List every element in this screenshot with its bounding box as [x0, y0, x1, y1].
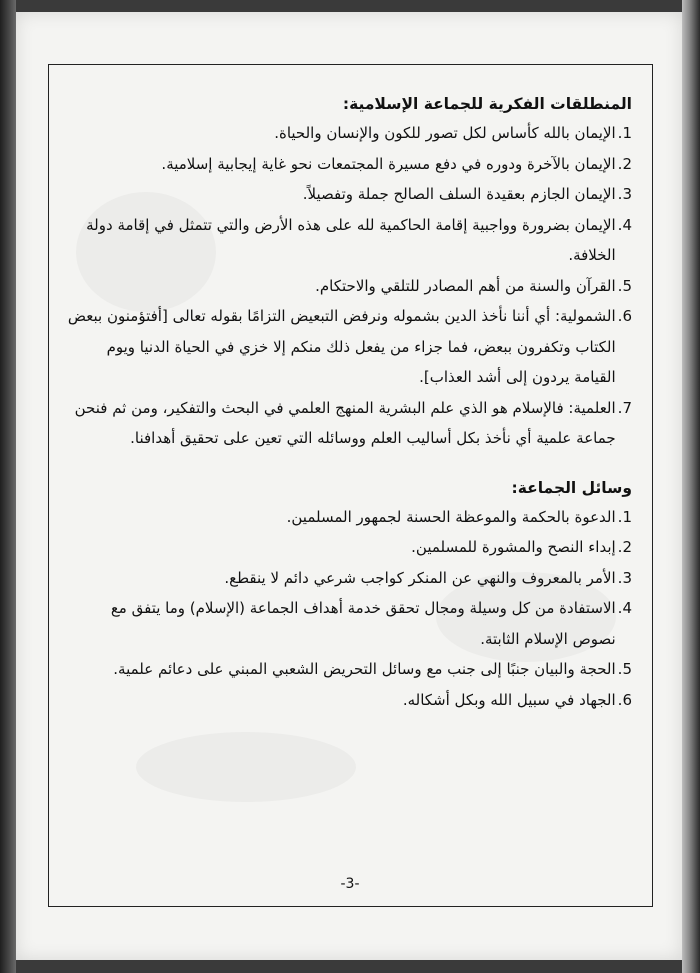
item-text: الجهاد في سبيل الله وبكل أشكاله.	[402, 690, 616, 709]
list-item	[64, 149, 632, 180]
list-item	[64, 301, 632, 393]
item-text: إبداء النصح والمشورة للمسلمين.	[411, 538, 616, 556]
item-number: 6.	[617, 690, 632, 709]
item-number: 5.	[617, 660, 632, 678]
list-item	[64, 179, 632, 210]
item-text: الإيمان بضرورة وواجبية إقامة الحاكمية لله على هذه الأرض والتي تتمثل في إقامة دولة الخلافة.	[86, 215, 616, 264]
item-number: 2.	[617, 538, 632, 556]
scan-left-edge	[0, 0, 16, 973]
list-item	[64, 210, 632, 271]
item-number: 7.	[617, 398, 632, 417]
item-text: العلمية: فالإسلام هو الذي علم البشرية المنهج العلمي في البحث والتفكير، ومن ثم فنحن جماعة علمية أي نأخذ بكل أساليب العلم ووسائله التي تعين على تحقيق أهدافنا.	[74, 398, 616, 447]
item-number: 2.	[617, 154, 632, 173]
item-text: الاستفادة من كل وسيلة ومجال تحقق خدمة أهداف الجماعة (الإسلام) وما يتفق مع نصوص الإسلام الثابتة.	[110, 599, 616, 648]
list-item	[64, 685, 632, 716]
list-item	[64, 271, 632, 302]
item-text: القرآن والسنة من أهم المصادر للتلقي والاحتكام.	[315, 276, 616, 295]
item-number: 1.	[617, 124, 632, 142]
page-content	[64, 90, 632, 715]
item-text: الحجة والبيان جنبًا إلى جنب مع وسائل التحريض الشعبي المبني على دعائم علمية.	[113, 660, 616, 678]
item-text: الدعوة بالحكمة والموعظة الحسنة لجمهور المسلمين.	[286, 507, 616, 526]
item-number: 3.	[617, 568, 632, 587]
item-number: 4.	[617, 215, 632, 234]
item-number: 4.	[617, 599, 632, 617]
item-text: الشمولية: أي أننا نأخذ الدين بشموله ونرفض التبعيض التزامًا بقوله تعالى [أفتؤمنون ببعض الكتاب وتكفرون ببعض، فما جزاء من يفعل ذلك منكم إلا خزي في الحياة الدنيا ويوم القيامة يردون إلى أشد العذاب].	[67, 307, 616, 386]
item-number: 5.	[617, 276, 632, 295]
list-item	[64, 593, 632, 654]
list-item	[64, 118, 632, 149]
list-item	[64, 563, 632, 594]
scan-right-edge	[682, 0, 700, 973]
item-number: 6.	[617, 307, 632, 325]
item-number: 3.	[617, 185, 632, 203]
item-text: الإيمان بالآخرة ودوره في دفع مسيرة المجتمعات نحو غاية إيجابية إسلامية.	[161, 154, 616, 173]
item-text: الإيمان الجازم بعقيدة السلف الصالح جملة وتفصيلاً.	[302, 185, 616, 203]
section-heading-intellectual-principles: المنطلقات الفكرية للجماعة الإسلامية:	[342, 95, 632, 113]
list-item	[64, 502, 632, 533]
item-number: 1.	[617, 507, 632, 526]
page-number: -3-	[340, 876, 360, 892]
list-item	[64, 532, 632, 563]
item-text: الأمر بالمعروف والنهي عن المنكر كواجب شرعي دائم لا ينقطع.	[224, 568, 616, 587]
section-heading-group-means: وسائل الجماعة:	[511, 478, 632, 497]
item-text: الإيمان بالله كأساس لكل تصور للكون والإنسان والحياة.	[274, 124, 616, 142]
list-item	[64, 393, 632, 454]
list-item	[64, 654, 632, 685]
